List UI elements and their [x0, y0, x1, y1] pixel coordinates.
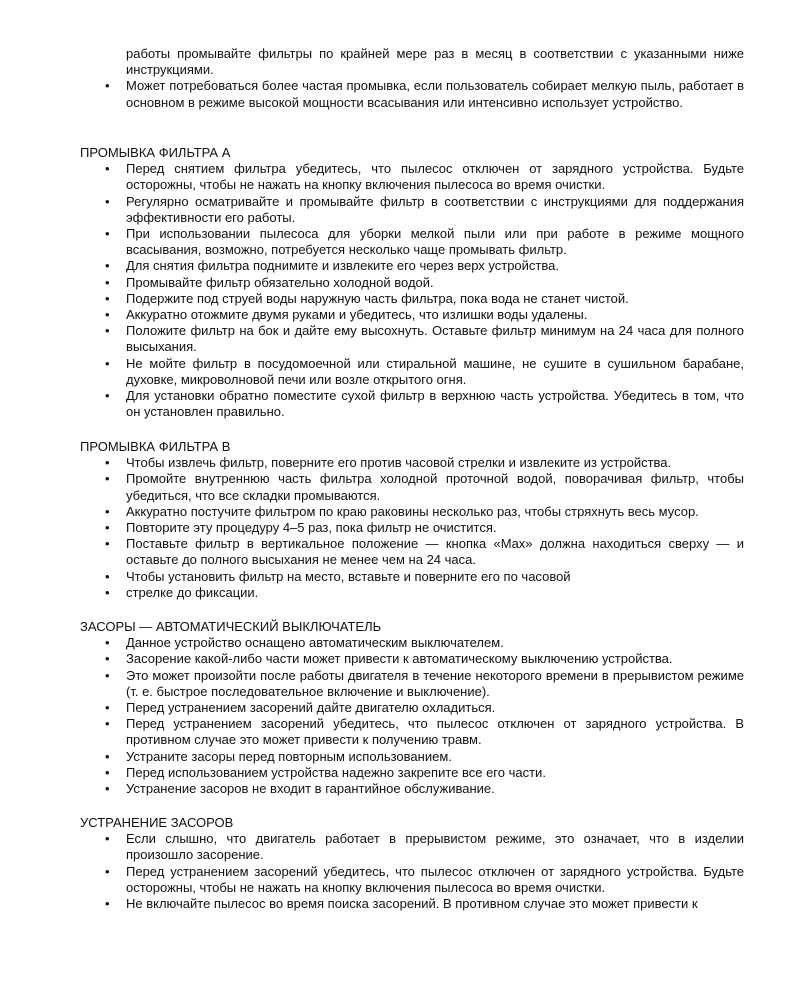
- list-item: • Перед устранением засорений дайте двигателю охладиться.: [80, 700, 744, 716]
- list-item: • Поставьте фильтр в вертикальное положение — кнопка «Max» должна находиться сверху — и оставьте до полного высыхания не менее чем на 24 часа.: [80, 536, 744, 568]
- list-item: • Подержите под струей воды наружную часть фильтра, пока вода не станет чистой.: [80, 291, 744, 307]
- filter-b-list: [80, 455, 744, 601]
- clearing-list: [80, 831, 744, 912]
- clearing-section: [80, 815, 744, 912]
- filter-a-list: [80, 161, 744, 420]
- list-item: • Чтобы извлечь фильтр, поверните его против часовой стрелки и извлеките из устройства.: [80, 455, 744, 471]
- list-item: • Перед использованием устройства надежно закрепите все его части.: [80, 765, 744, 781]
- list-item: • Чтобы установить фильтр на место, вставьте и поверните его по часовой: [80, 569, 744, 585]
- filter-a-section: [80, 145, 744, 420]
- list-item: • Для установки обратно поместите сухой фильтр в верхнюю часть устройства. Убедитесь в том, что он установлен правильно.: [80, 388, 744, 420]
- section-title: УСТРАНЕНИЕ ЗАСОРОВ: [80, 815, 234, 830]
- list-item: • Перед снятием фильтра убедитесь, что пылесос отключен от зарядного устройства. Будьте осторожны, чтобы не нажать на кнопку включения пылесоса во время очистки.: [80, 161, 744, 193]
- list-item: • Для снятия фильтра поднимите и извлеките его через верх устройства.: [80, 258, 744, 274]
- section-title: ПРОМЫВКА ФИЛЬТРА B: [80, 439, 231, 454]
- intro-continuation: работы промывайте фильтры по крайней мере раз в месяц в соответствии с указанными ниже инструкциями.: [126, 46, 744, 78]
- list-item: • Засорение какой-либо части может привести к автоматическому выключению устройства.: [80, 651, 744, 667]
- list-item: • Устраните засоры перед повторным использованием.: [80, 749, 744, 765]
- list-item: • Если слышно, что двигатель работает в прерывистом режиме, это означает, что в изделии произошло засорение.: [80, 831, 744, 863]
- intro-list: [80, 78, 744, 110]
- list-item: • Перед устранением засорений убедитесь, что пылесос отключен от зарядного устройства. Будьте осторожны, чтобы не нажать на кнопку включения пылесоса во время очистки.: [80, 864, 744, 896]
- list-item: • Промойте внутреннюю часть фильтра холодной проточной водой, поворачивая фильтр, чтобы убедиться, что все складки промываются.: [80, 471, 744, 503]
- list-item: • Аккуратно постучите фильтром по краю раковины несколько раз, чтобы стряхнуть весь мусор.: [80, 504, 744, 520]
- list-item: • При использовании пылесоса для уборки мелкой пыли или при работе в режиме мощного всасывания, возможно, потребуется несколько чаще промывать фильтр.: [80, 226, 744, 258]
- list-item: • стрелке до фиксации.: [80, 585, 744, 601]
- list-item: • Может потребоваться более частая промывка, если пользователь собирает мелкую пыль, работает в основном в режиме высокой мощности всасывания или интенсивно использует устройство.: [80, 78, 744, 110]
- blockages-section: [80, 619, 744, 797]
- list-item: • Аккуратно отожмите двумя руками и убедитесь, что излишки воды удалены.: [80, 307, 744, 323]
- intro-section: [80, 46, 744, 111]
- list-item: • Повторите эту процедуру 4–5 раз, пока фильтр не очистится.: [80, 520, 744, 536]
- list-item: • Не мойте фильтр в посудомоечной или стиральной машине, не сушите в сушильном барабане, духовке, микроволновой печи или возле открытого огня.: [80, 356, 744, 388]
- filter-b-section: [80, 439, 744, 601]
- list-item: • Не включайте пылесос во время поиска засорений. В противном случае это может привести к: [80, 896, 744, 912]
- list-item: • Перед устранением засорений убедитесь, что пылесос отключен от зарядного устройства. В противном случае это может привести к получению травм.: [80, 716, 744, 748]
- section-title: ПРОМЫВКА ФИЛЬТРА A: [80, 145, 231, 160]
- list-item: • Устранение засоров не входит в гарантийное обслуживание.: [80, 781, 744, 797]
- list-item: • Положите фильтр на бок и дайте ему высохнуть. Оставьте фильтр минимум на 24 часа для полного высыхания.: [80, 323, 744, 355]
- section-title: ЗАСОРЫ — АВТОМАТИЧЕСКИЙ ВЫКЛЮЧАТЕЛЬ: [80, 619, 382, 634]
- list-item: • Регулярно осматривайте и промывайте фильтр в соответствии с инструкциями для поддержания эффективности его работы.: [80, 194, 744, 226]
- list-item: • Данное устройство оснащено автоматическим выключателем.: [80, 635, 744, 651]
- list-item: • Промывайте фильтр обязательно холодной водой.: [80, 275, 744, 291]
- list-item: • Это может произойти после работы двигателя в течение некоторого времени в прерывистом режиме (т. е. быстрое последовательное включение и выключение).: [80, 668, 744, 700]
- blockages-list: [80, 635, 744, 797]
